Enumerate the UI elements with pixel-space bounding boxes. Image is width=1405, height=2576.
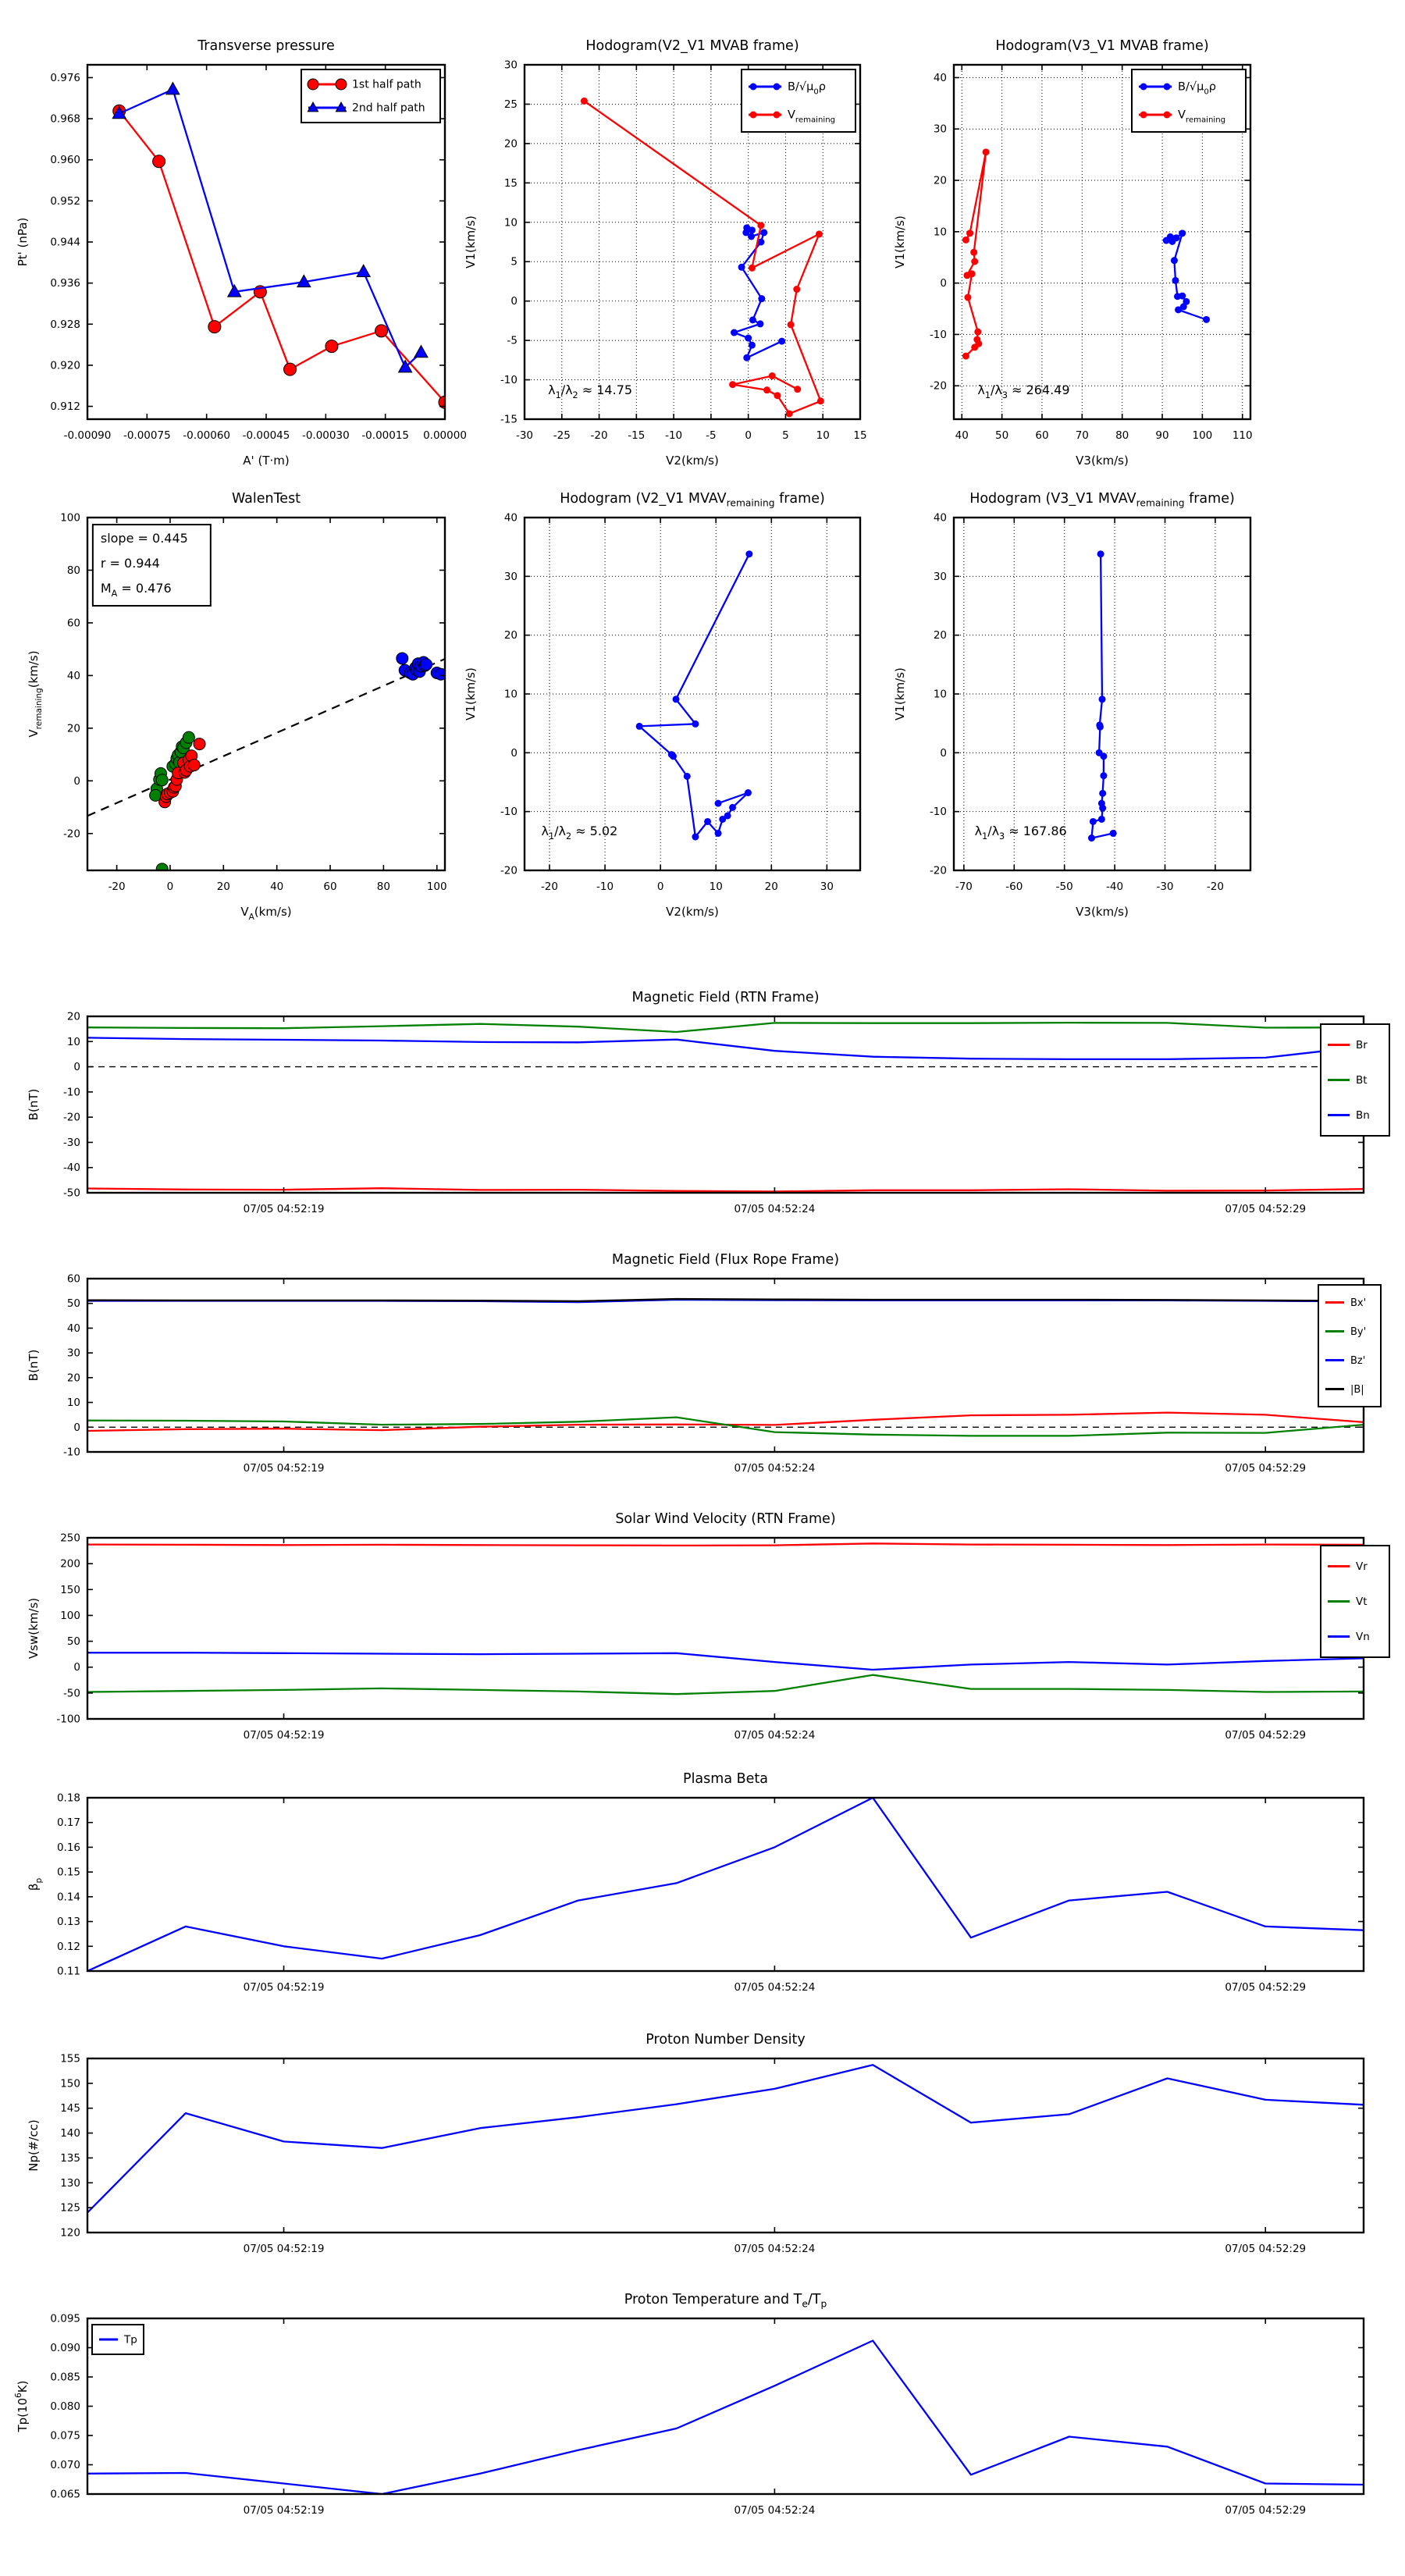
x-axis-label: V3(km/s) <box>1076 454 1129 468</box>
series-Np <box>87 2065 1364 2212</box>
plot-area-solar-wind-velocity <box>87 1543 1364 1694</box>
panel-title-magnetic-field-rtn: Magnetic Field (RTN Frame) <box>631 990 820 1005</box>
x-tick-label: 07/05 04:52:29 <box>1225 2243 1307 2255</box>
x-tick-label: 07/05 04:52:24 <box>734 1729 816 1742</box>
legend-hodogram-v3v1-mvab <box>1132 69 1246 132</box>
y-tick-label: -20 <box>929 864 947 877</box>
y-tick-label: -10 <box>500 374 518 387</box>
plot-area-walen-test <box>87 653 446 875</box>
panel-hodogram-v2v1-mvab <box>464 59 867 468</box>
y-tick-label: 30 <box>503 570 518 583</box>
x-tick-label: 07/05 04:52:19 <box>243 1203 325 1215</box>
y-tick-label: 20 <box>933 174 947 187</box>
panel-title-proton-number-density: Proton Number Density <box>646 2032 806 2048</box>
x-tick-label: 100 <box>1192 429 1213 442</box>
y-tick-label: -10 <box>929 328 947 341</box>
panel-magnetic-field-flux-rope <box>27 1273 1381 1475</box>
x-tick-label: -20 <box>108 881 126 893</box>
legend-transverse-pressure <box>301 69 440 123</box>
y-tick-label: 130 <box>60 2176 80 2190</box>
y-tick-label: 0.952 <box>50 194 80 208</box>
legend-label: Vr <box>1356 1560 1368 1573</box>
legend-label: 2nd half path <box>352 101 425 115</box>
x-tick-label: -0.00060 <box>183 429 231 442</box>
y-tick-label: 10 <box>66 1397 80 1410</box>
stats-annotation: r = 0.944 <box>100 556 160 571</box>
y-tick-label: 0.920 <box>50 359 80 372</box>
legend-label: Bn <box>1356 1109 1370 1122</box>
x-axis-label: $V_A(km/s)$ <box>240 905 292 922</box>
plot-area-magnetic-field-flux-rope <box>87 1297 1367 1436</box>
series-V remaining path <box>639 554 749 837</box>
series-1st half path <box>119 111 445 402</box>
y-tick-label: 100 <box>60 1609 80 1622</box>
panel-hodogram-v2v1-mvav <box>464 512 860 920</box>
axes-spines <box>87 2058 1364 2233</box>
legend-label: Br <box>1356 1039 1368 1051</box>
y-tick-label: 0.976 <box>50 71 80 84</box>
y-tick-label: 40 <box>933 511 947 525</box>
y-tick-label: 0.912 <box>50 400 80 414</box>
y-tick-label: 80 <box>66 564 80 577</box>
y-tick-label: 60 <box>66 1272 80 1286</box>
y-tick-label: 0.944 <box>50 236 80 249</box>
plot-area-transverse-pressure <box>112 83 451 409</box>
series-fit line <box>87 659 445 816</box>
x-axis-label: V2(km/s) <box>666 905 719 919</box>
legend-hodogram-v2v1-mvab <box>742 69 855 132</box>
y-tick-label: 20 <box>66 1372 80 1385</box>
x-tick-label: 0 <box>656 881 664 893</box>
panel-solar-wind-velocity <box>27 1532 1389 1742</box>
x-tick-label: 07/05 04:52:24 <box>734 2243 816 2255</box>
x-tick-label: 07/05 04:52:19 <box>243 2504 325 2517</box>
plot-area-magnetic-field-rtn <box>87 1023 1364 1191</box>
x-tick-label: 10 <box>816 429 830 442</box>
panel-title-hodogram-v2v1-mvab: Hodogram(V2_V1 MVAB frame) <box>585 38 799 54</box>
series-2nd half path <box>119 90 422 368</box>
x-tick-label: 07/05 04:52:19 <box>243 2243 325 2255</box>
y-tick-label: 140 <box>60 2127 80 2140</box>
x-tick-label: 110 <box>1232 429 1253 442</box>
legend-label: $B/√\mu_0\rho$ <box>1178 80 1216 97</box>
x-tick-label: 40 <box>955 429 969 442</box>
y-tick-label: -20 <box>929 379 947 393</box>
y-axis-label: $\beta_p$ <box>27 1877 44 1891</box>
y-tick-label: 0.090 <box>50 2342 80 2354</box>
y-tick-label: 0 <box>510 746 518 760</box>
legend-label: By' <box>1350 1326 1367 1338</box>
legend-solar-wind-velocity <box>1321 1546 1389 1657</box>
x-tick-label: -0.00090 <box>63 429 112 442</box>
x-tick-label: -60 <box>1005 881 1023 893</box>
panel-title-solar-wind-velocity: Solar Wind Velocity (RTN Frame) <box>615 1511 836 1527</box>
legend-label: $B/√\mu_0\rho$ <box>788 80 826 97</box>
y-tick-label: 120 <box>60 2226 80 2240</box>
x-tick-label: 07/05 04:52:29 <box>1225 2504 1307 2517</box>
y-tick-label: 0.16 <box>56 1841 80 1854</box>
y-tick-label: -20 <box>62 1111 80 1124</box>
y-tick-label: 20 <box>933 629 947 642</box>
y-tick-label: 0.18 <box>56 1791 80 1805</box>
legend-label: Bz' <box>1350 1355 1366 1367</box>
y-axis-label: V1(km/s) <box>893 667 907 720</box>
legend-label: $V_{remaining}$ <box>1178 109 1226 125</box>
y-tick-label: 200 <box>60 1557 80 1571</box>
x-tick-label: 07/05 04:52:24 <box>734 2504 816 2517</box>
series-Bt <box>87 1023 1364 1032</box>
x-tick-label: 0 <box>166 881 174 893</box>
y-tick-label: 0.968 <box>50 112 80 126</box>
legend-label: Bt <box>1356 1074 1368 1087</box>
axes-spines <box>87 1279 1367 1452</box>
y-tick-label: -50 <box>62 1687 80 1700</box>
y-tick-label: 0.075 <box>50 2429 80 2443</box>
x-tick-label: -30 <box>1156 881 1174 893</box>
legend-label: Bx' <box>1350 1297 1367 1309</box>
x-tick-label: 07/05 04:52:19 <box>243 1729 325 1742</box>
x-tick-label: -40 <box>1106 881 1124 893</box>
x-tick-label: 50 <box>995 429 1009 442</box>
panel-title-magnetic-field-flux-rope: Magnetic Field (Flux Rope Frame) <box>611 1252 840 1268</box>
y-tick-label: 40 <box>66 1322 80 1335</box>
series-beta_p <box>87 1798 1364 1971</box>
x-axis-label: V2(km/s) <box>666 454 719 468</box>
series-Vr <box>87 1543 1364 1546</box>
y-tick-label: 10 <box>66 1035 80 1048</box>
y-tick-label: 40 <box>933 71 947 84</box>
series-Tp <box>87 2341 1364 2495</box>
lambda-annotation: $\lambda_1/\lambda_2 \approx 14.75$ <box>548 382 633 401</box>
x-tick-label: 0 <box>745 429 752 442</box>
x-tick-label: -50 <box>1055 881 1073 893</box>
series-By' <box>87 1418 1364 1436</box>
stats-annotation: slope = 0.445 <box>100 531 188 546</box>
x-tick-label: 07/05 04:52:29 <box>1225 1462 1307 1475</box>
panel-transverse-pressure <box>16 65 467 468</box>
x-tick-label: 20 <box>216 881 230 893</box>
plot-area-hodogram-v2v1-mvab <box>581 98 824 418</box>
y-tick-label: 0.11 <box>56 1965 80 1978</box>
x-tick-label: 07/05 04:52:24 <box>734 1462 816 1475</box>
y-tick-label: -10 <box>62 1086 80 1099</box>
series-|B| <box>87 1299 1364 1301</box>
y-tick-label: 25 <box>503 98 518 111</box>
x-tick-label: 10 <box>709 881 723 893</box>
x-tick-label: -20 <box>590 429 608 442</box>
y-tick-label: 0 <box>510 295 518 308</box>
y-tick-label: 30 <box>503 59 518 72</box>
panel-title-transverse-pressure: Transverse pressure <box>197 38 335 54</box>
y-tick-label: 20 <box>66 722 80 735</box>
y-tick-label: -20 <box>500 864 518 877</box>
y-axis-label: $Tp(10^6K)$ <box>14 2380 30 2432</box>
x-tick-label: 80 <box>1115 429 1129 442</box>
y-tick-label: 30 <box>933 570 947 583</box>
y-tick-label: 0.080 <box>50 2400 80 2413</box>
y-tick-label: 135 <box>60 2151 80 2165</box>
panel-title-hodogram-v2v1-mvav: Hodogram (V2_V1 $MVAV_{remaining}$ frame) <box>560 491 825 509</box>
x-tick-label: 100 <box>426 881 447 893</box>
x-tick-label: -15 <box>628 429 646 442</box>
y-tick-label: 0 <box>73 774 80 788</box>
x-tick-label: 20 <box>764 881 778 893</box>
plot-area-hodogram-v2v1-mvav <box>636 550 753 840</box>
y-tick-label: 10 <box>503 216 518 229</box>
legend-label: $V_{remaining}$ <box>788 109 836 125</box>
y-tick-label: 40 <box>503 511 518 525</box>
x-tick-label: 30 <box>820 881 834 893</box>
y-tick-label: -50 <box>62 1187 80 1200</box>
x-tick-label: -70 <box>955 881 973 893</box>
x-tick-label: 07/05 04:52:19 <box>243 1462 325 1475</box>
legend-label: |B| <box>1350 1384 1364 1396</box>
y-tick-label: 0.095 <box>50 2312 80 2325</box>
y-tick-label: 0.936 <box>50 277 80 290</box>
panel-walen-test <box>27 512 447 923</box>
legend-label: Vt <box>1356 1596 1368 1608</box>
y-tick-label: 15 <box>503 176 518 190</box>
y-tick-label: 10 <box>933 226 947 239</box>
x-tick-label: -0.00015 <box>361 429 410 442</box>
x-tick-label: -10 <box>596 881 614 893</box>
panel-plasma-beta <box>27 1792 1364 1994</box>
y-tick-label: 0 <box>73 1661 80 1674</box>
x-axis-label: A' (T·m) <box>243 454 290 468</box>
series-Br <box>87 1188 1364 1191</box>
series-Bn <box>87 1037 1364 1059</box>
y-tick-label: 100 <box>60 511 80 525</box>
x-tick-label: 90 <box>1155 429 1169 442</box>
x-tick-label: -20 <box>1206 881 1224 893</box>
y-tick-label: 40 <box>66 669 80 682</box>
x-tick-label: 07/05 04:52:29 <box>1225 1203 1307 1215</box>
y-tick-label: 0.17 <box>56 1816 80 1830</box>
stats-annotation: $M_A = 0.476$ <box>100 581 172 600</box>
panel-hodogram-v3v1-mvab <box>893 65 1253 468</box>
y-axis-label: V1(km/s) <box>464 667 478 720</box>
y-axis-label: B(nT) <box>27 1349 41 1382</box>
x-tick-label: 60 <box>1035 429 1049 442</box>
y-tick-label: -100 <box>56 1713 80 1726</box>
y-tick-label: 0.085 <box>50 2371 80 2384</box>
lambda-annotation: $\lambda_1/\lambda_3 \approx 264.49$ <box>977 382 1070 401</box>
y-axis-label: V1(km/s) <box>893 215 907 269</box>
series-Vn <box>87 1653 1364 1670</box>
panel-magnetic-field-rtn <box>27 1011 1389 1216</box>
series-B/sqrt(mu0 rho) <box>735 228 782 358</box>
y-tick-label: 60 <box>66 617 80 630</box>
y-tick-label: 0.14 <box>56 1891 80 1904</box>
legend-label: Tp <box>124 2333 137 2347</box>
x-tick-label: 07/05 04:52:29 <box>1225 1729 1307 1742</box>
y-tick-label: 10 <box>933 688 947 701</box>
series-Vt <box>87 1675 1364 1695</box>
x-tick-label: 07/05 04:52:19 <box>243 1981 325 1994</box>
x-tick-label: 07/05 04:52:24 <box>734 1981 816 1994</box>
y-axis-label: Pt' (nPa) <box>16 217 30 267</box>
y-tick-label: 10 <box>503 688 518 701</box>
panel-proton-temperature <box>14 2313 1364 2517</box>
axes-spines <box>87 1016 1364 1193</box>
y-tick-label: 0.928 <box>50 318 80 331</box>
y-tick-label: 30 <box>66 1347 80 1360</box>
y-tick-label: 0 <box>940 746 947 760</box>
y-axis-label: Vsw(km/s) <box>27 1597 41 1660</box>
x-tick-label: -25 <box>553 429 571 442</box>
y-tick-label: 250 <box>60 1532 80 1545</box>
x-tick-label: -5 <box>706 429 717 442</box>
y-tick-label: -10 <box>62 1446 80 1459</box>
x-tick-label: 15 <box>853 429 867 442</box>
y-tick-label: -10 <box>929 806 947 819</box>
x-axis-label: V3(km/s) <box>1076 905 1129 919</box>
y-tick-label: 145 <box>60 2102 80 2115</box>
y-tick-label: -15 <box>500 413 518 426</box>
lambda-annotation: $\lambda_1/\lambda_3 \approx 167.86$ <box>974 823 1067 841</box>
x-tick-label: 60 <box>323 881 337 893</box>
x-tick-label: 40 <box>270 881 284 893</box>
y-tick-label: 20 <box>503 137 518 151</box>
y-axis-label: Np(#/cc) <box>27 2119 41 2172</box>
y-tick-label: 0.960 <box>50 154 80 167</box>
plot-area-proton-temperature <box>87 2341 1364 2495</box>
y-tick-label: 0 <box>940 277 947 290</box>
panel-title-hodogram-v3v1-mvab: Hodogram(V3_V1 MVAB frame) <box>995 38 1209 54</box>
x-tick-label: 70 <box>1075 429 1089 442</box>
plot-area-plasma-beta <box>87 1798 1364 1971</box>
y-axis-label: B(nT) <box>27 1088 41 1121</box>
y-tick-label: 0.12 <box>56 1940 80 1953</box>
y-tick-label: -5 <box>507 334 518 347</box>
y-tick-label: 50 <box>66 1297 80 1311</box>
y-tick-label: 0.13 <box>56 1916 80 1929</box>
x-tick-label: 0.00000 <box>423 429 467 442</box>
series-V remaining <box>584 101 820 414</box>
plot-area-proton-number-density <box>87 2065 1364 2212</box>
legend-label: Vn <box>1356 1631 1370 1643</box>
y-tick-label: 0.065 <box>50 2488 80 2501</box>
legend-proton-temperature <box>92 2325 144 2354</box>
x-tick-label: -10 <box>665 429 683 442</box>
y-tick-label: 0.070 <box>50 2459 80 2471</box>
x-tick-label: 07/05 04:52:29 <box>1225 1981 1307 1994</box>
panel-title-plasma-beta: Plasma Beta <box>683 1771 768 1787</box>
y-tick-label: -10 <box>500 806 518 819</box>
y-tick-label: 5 <box>510 255 518 269</box>
x-tick-label: -20 <box>540 881 559 893</box>
y-tick-label: 150 <box>60 2077 80 2090</box>
x-tick-label: -0.00075 <box>123 429 171 442</box>
y-tick-label: 20 <box>503 629 518 642</box>
panel-title-proton-temperature: Proton Temperature and $T_e/T_p$ <box>624 2292 827 2310</box>
y-tick-label: -20 <box>62 827 80 841</box>
panel-title-walen-test: WalenTest <box>231 491 301 507</box>
y-tick-label: -40 <box>62 1162 80 1175</box>
y-tick-label: 150 <box>60 1583 80 1596</box>
panel-title-hodogram-v3v1-mvav: Hodogram (V3_V1 $MVAV_{remaining}$ frame) <box>969 491 1235 509</box>
panel-proton-number-density <box>27 2053 1364 2256</box>
x-tick-label: 5 <box>782 429 789 442</box>
y-axis-label: $V_{remaining}(km/s)$ <box>27 650 44 738</box>
panel-hodogram-v3v1-mvav <box>893 512 1250 920</box>
y-tick-label: 125 <box>60 2201 80 2215</box>
lambda-annotation: $\lambda_1/\lambda_2 \approx 5.02$ <box>541 823 618 841</box>
y-tick-label: 50 <box>66 1635 80 1649</box>
y-tick-label: 30 <box>933 123 947 136</box>
x-tick-label: 07/05 04:52:24 <box>734 1203 816 1215</box>
x-tick-label: -30 <box>515 429 534 442</box>
legend-label: 1st half path <box>352 78 422 91</box>
y-tick-label: 0.15 <box>56 1866 80 1879</box>
y-axis-label: V1(km/s) <box>464 215 478 269</box>
y-tick-label: 0 <box>73 1421 80 1434</box>
plot-area-hodogram-v3v1-mvav <box>1088 550 1117 841</box>
x-tick-label: -0.00045 <box>242 429 290 442</box>
y-tick-label: 155 <box>60 2052 80 2065</box>
legend-magnetic-field-flux-rope <box>1318 1285 1381 1407</box>
x-tick-label: -0.00030 <box>301 429 350 442</box>
x-tick-label: 80 <box>376 881 390 893</box>
y-tick-label: 0 <box>73 1061 80 1074</box>
legend-magnetic-field-rtn <box>1321 1024 1389 1136</box>
y-tick-label: -30 <box>62 1136 80 1149</box>
y-tick-label: 20 <box>66 1010 80 1023</box>
